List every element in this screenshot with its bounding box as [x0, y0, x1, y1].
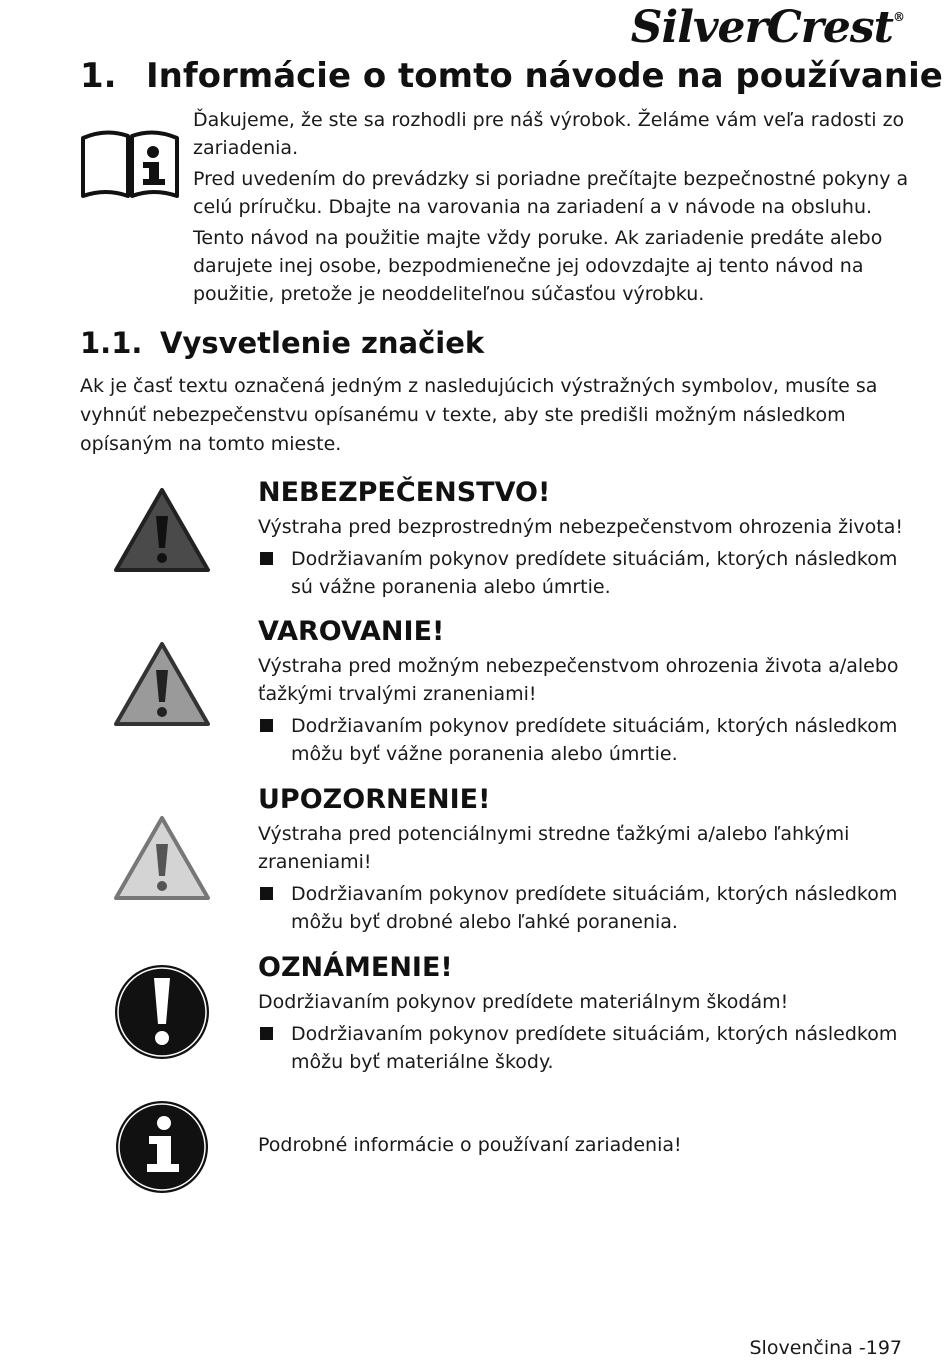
section-1-1-intro: Ak je časť textu označená jedným z nasledujúcich výstražných symbolov, musíte sa vyhnúť nebezpečenstvu opísanému v texte, aby ste predišli možným následkom opísaným na tomto mieste.: [80, 375, 878, 455]
notice-heading: OZNÁMENIE!: [258, 952, 453, 983]
warning-bullet-text: Dodržiavaním pokynov predídete situáciám, ktorých následkom môžu byť vážne poranenia alebo úmrtie.: [291, 715, 898, 765]
danger-heading: NEBEZPEČENSTVO!: [258, 477, 551, 508]
section-1-title: Informácie o tomto návode na používanie: [146, 56, 943, 96]
intro-paragraph: Ďakujeme, že ste sa rozhodli pre náš výrobok. Želáme vám veľa radosti zo zariadenia.: [193, 109, 905, 159]
danger-block: [258, 475, 908, 601]
warning-triangle-light-icon: [112, 814, 212, 902]
caution-description: Výstraha pred potenciálnymi stredne ťažkými a/alebo ľahkými zraneniami!: [258, 823, 850, 873]
section-1-1-heading: [80, 326, 484, 360]
warning-heading: VAROVANIE!: [258, 616, 445, 647]
caution-bullet: [258, 880, 908, 936]
warning-triangle-dark-icon: [112, 486, 212, 574]
notice-block: [258, 950, 908, 1076]
bullet-square-icon: [260, 719, 273, 732]
notice-bullet: [258, 1020, 908, 1076]
intro-paragraph: Tento návod na použitie majte vždy poruke. Ak zariadenie predáte alebo darujete inej osobe, bezpodmienečne jej odovzdajte aj tento návod na použitie, pretože je neoddeliteľnou súčasťou výrobku.: [193, 227, 883, 305]
section-1-heading: [80, 56, 943, 96]
caution-heading: UPOZORNENIE!: [258, 784, 491, 815]
notice-description: Dodržiavaním pokynov predídete materiálnym škodám!: [258, 991, 789, 1013]
section-1-1-number: 1.1.: [80, 326, 143, 360]
section-1-intro: [193, 106, 913, 311]
page-footer: Slovenčina -197: [749, 1337, 902, 1359]
danger-bullet-text: Dodržiavaním pokynov predídete situáciám, ktorých následkom sú vážne poranenia alebo úmrtie.: [291, 548, 898, 598]
warning-block: [258, 614, 908, 768]
exclamation-circle-icon: [112, 962, 212, 1062]
bullet-square-icon: [260, 887, 273, 900]
danger-description: Výstraha pred bezprostredným nebezpečenstvom ohrozenia života!: [258, 516, 903, 538]
manual-info-icon: [80, 124, 180, 200]
warning-bullet: [258, 712, 908, 768]
info-circle-icon: [112, 1098, 212, 1196]
warning-triangle-medium-icon: [112, 640, 212, 728]
registered-mark: ®: [893, 10, 904, 24]
caution-block: [258, 782, 908, 936]
notice-bullet-text: Dodržiavaním pokynov predídete situáciám, ktorých následkom môžu byť materiálne škody.: [291, 1023, 898, 1073]
bullet-square-icon: [260, 552, 273, 565]
intro-paragraph: Pred uvedením do prevádzky si poriadne prečítajte bezpečnostné pokyny a celú príručku. Dbajte na varovania na zariadení a v návode na obsluhu.: [193, 168, 909, 218]
info-description: Podrobné informácie o používaní zariadenia!: [258, 1134, 682, 1156]
bullet-square-icon: [260, 1027, 273, 1040]
brand-name: SilverCrest: [630, 2, 893, 53]
danger-bullet: [258, 545, 908, 601]
brand-logo: [631, 2, 904, 53]
warning-description: Výstraha pred možným nebezpečenstvom ohrozenia života a/alebo ťažkými trvalými zraneniami!: [258, 655, 899, 705]
caution-bullet-text: Dodržiavaním pokynov predídete situáciám, ktorých následkom môžu byť drobné alebo ľahké poranenia.: [291, 883, 898, 933]
section-1-1-title: Vysvetlenie značiek: [160, 326, 485, 360]
section-1-number: 1.: [80, 56, 117, 96]
